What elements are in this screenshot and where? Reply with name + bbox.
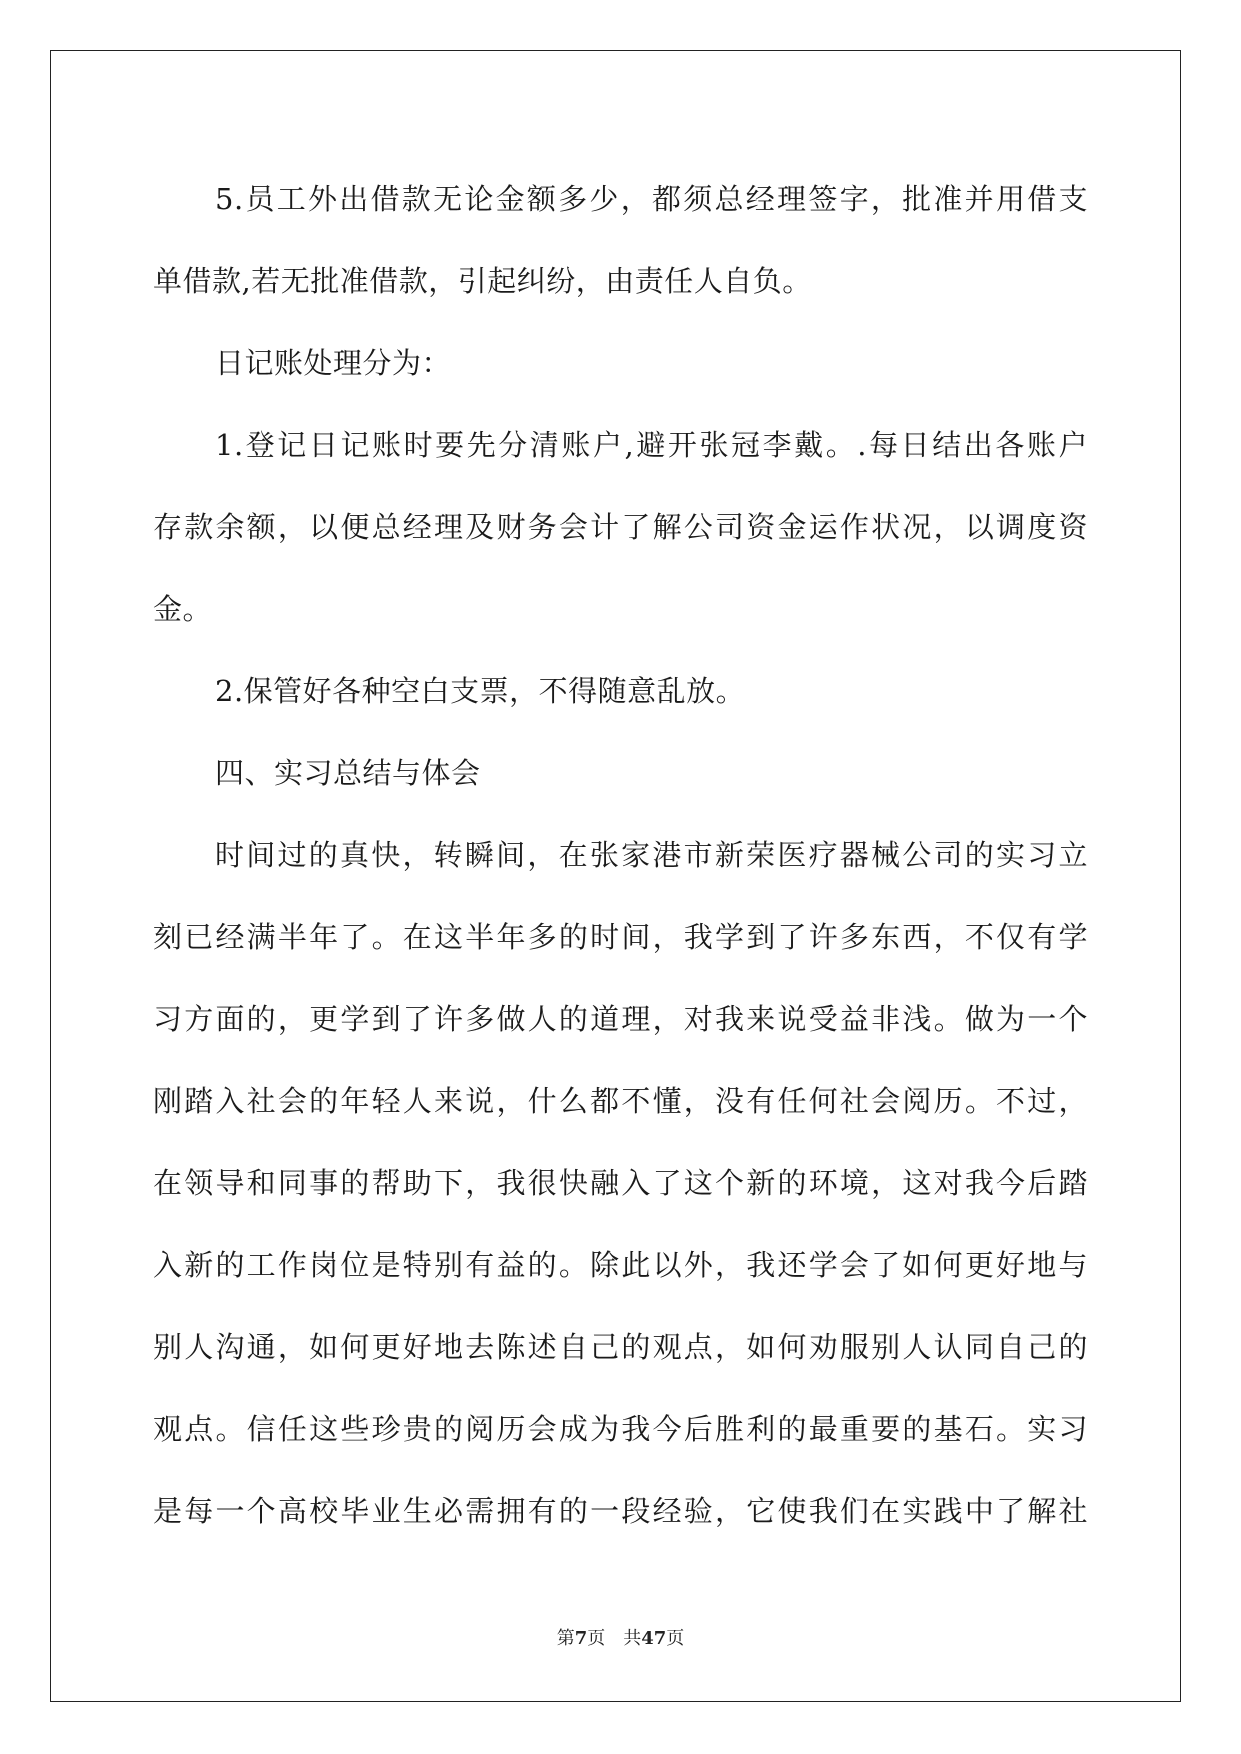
text-line: 四、实习总结与体会 — [215, 756, 481, 790]
document-body — [153, 158, 1088, 1552]
page-footer — [0, 1624, 1241, 1650]
footer-mid: 页 共 — [587, 1628, 642, 1649]
text-line: 习方面的，更学到了许多做人的道理，对我来说受益非浅。做为一个 — [153, 1002, 1088, 1036]
text-line: 2.保管好各种空白支票，不得随意乱放。 — [215, 674, 746, 708]
text-line: 日记账处理分为： — [215, 346, 452, 380]
text-line: 1.登记日记账时要先分清账户,避开张冠李戴。.每日结出各账户 — [215, 428, 1088, 462]
text-line: 刚踏入社会的年轻人来说，什么都不懂，没有任何社会阅历。不过， — [153, 1084, 1088, 1118]
text-line: 时间过的真快，转瞬间，在张家港市新荣医疗器械公司的实习立 — [215, 838, 1088, 872]
footer-prefix: 第 — [556, 1628, 575, 1649]
footer-suffix: 页 — [666, 1628, 685, 1649]
text-line: 是每一个高校毕业生必需拥有的一段经验，它使我们在实践中了解社 — [153, 1494, 1088, 1528]
text-line: 入新的工作岗位是特别有益的。除此以外，我还学会了如何更好地与 — [153, 1248, 1088, 1282]
text-line: 存款余额，以便总经理及财务会计了解公司资金运作状况，以调度资 — [153, 510, 1088, 544]
text-line: 单借款,若无批准借款，引起纠纷，由责任人自负。 — [153, 264, 812, 298]
text-line: 刻已经满半年了。在这半年多的时间，我学到了许多东西，不仅有学 — [153, 920, 1088, 954]
footer-total-pages: 47 — [641, 1628, 667, 1649]
text-line: 在领导和同事的帮助下，我很快融入了这个新的环境，这对我今后踏 — [153, 1166, 1088, 1200]
text-line: 别人沟通，如何更好地去陈述自己的观点，如何劝服别人认同自己的 — [153, 1330, 1088, 1364]
footer-page-number: 7 — [574, 1628, 588, 1649]
text-line: 金。 — [153, 592, 213, 626]
text-line: 5.员工外出借款无论金额多少，都须总经理签字，批准并用借支 — [215, 182, 1088, 216]
text-line: 观点。信任这些珍贵的阅历会成为我今后胜利的最重要的基石。实习 — [153, 1412, 1088, 1446]
